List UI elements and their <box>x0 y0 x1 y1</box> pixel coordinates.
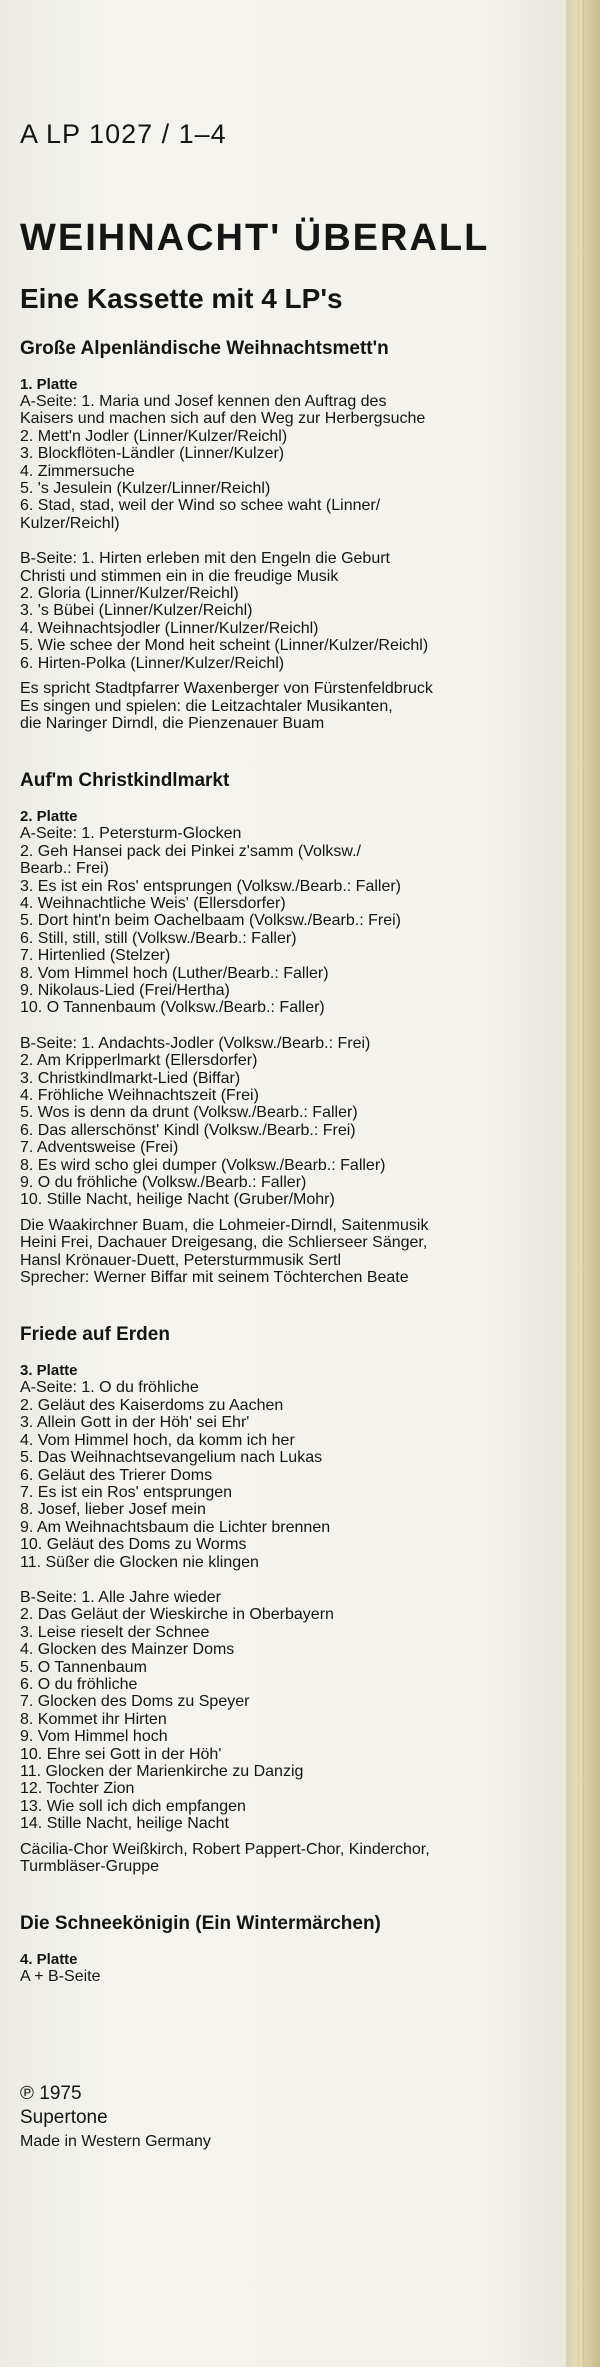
track-line: 10. Geläut des Doms zu Worms <box>20 1536 247 1554</box>
track-line: 6. Hirten-Polka (Linner/Kulzer/Reichl) <box>20 654 285 672</box>
track-line: 5. Wie schee der Mond heit scheint (Linner/Kulzer/Reichl) <box>20 637 429 655</box>
track-line: 2. Gloria (Linner/Kulzer/Reichl) <box>20 585 239 603</box>
track-line: 5. O Tannenbaum <box>20 1658 147 1676</box>
credit-line: Turmbläser-Gruppe <box>20 1858 160 1876</box>
track-line: 8. Es wird scho glei dumper (Volksw./Bearb.: Faller) <box>20 1156 386 1174</box>
track-line: Christi und stimmen ein in die freudige Musik <box>20 567 339 585</box>
track-line: 14. Stille Nacht, heilige Nacht <box>20 1815 229 1833</box>
spacer <box>20 532 560 550</box>
track-line: 11. Glocken der Marienkirche zu Danzig <box>20 1763 304 1780</box>
track-line: 4. Vom Himmel hoch, da komm ich her <box>20 1431 295 1449</box>
track-line: 7. Glocken des Doms zu Speyer <box>20 1693 250 1711</box>
section-heading: Auf'm Christkindlmarkt <box>20 770 230 792</box>
track-line: Kulzer/Reichl) <box>20 514 120 532</box>
track-line: 10. O Tannenbaum (Volksw./Bearb.: Faller) <box>20 999 325 1017</box>
track-line: 8. Kommet ihr Hirten <box>20 1710 167 1728</box>
track-line: 5. Dort hint'n beim Oachelbaam (Volksw./Bearb.: Frei) <box>20 912 401 930</box>
track-line: 12. Tochter Zion <box>20 1780 135 1798</box>
credit-line: Heini Frei, Dachauer Dreigesang, die Schlierseer Sänger, <box>20 1234 428 1252</box>
credit-line: die Naringer Dirndl, die Pienzenauer Buam <box>20 714 325 732</box>
track-line: 9. O du fröhliche (Volksw./Bearb.: Faller) <box>20 1174 307 1192</box>
spacer <box>20 1833 560 1841</box>
track-line: 4. Weihnachtsjodler (Linner/Kulzer/Reichl) <box>20 619 319 637</box>
copyright: ℗ 1975 <box>20 2082 82 2104</box>
track-line: 6. Still, still, still (Volksw./Bearb.: Faller) <box>20 929 297 947</box>
track-line: A-Seite: 1. Maria und Josef kennen den Auftrag des <box>20 393 387 410</box>
track-line: 10. Stille Nacht, heilige Nacht (Gruber/Mohr) <box>20 1191 335 1209</box>
credit-line: Sprecher: Werner Biffar mit seinem Töchterchen Beate <box>20 1269 409 1287</box>
track-line: 3. Leise rieselt der Schnee <box>20 1623 210 1641</box>
track-line: 4. Weihnachtliche Weis' (Ellersdorfer) <box>20 894 286 912</box>
track-line: 10. Ehre sei Gott in der Höh' <box>20 1745 222 1763</box>
catalog-number: A LP 1027 / 1–4 <box>20 119 227 149</box>
platte-label: 4. Platte <box>20 1951 78 1969</box>
section-heading: Friede auf Erden <box>20 1324 170 1346</box>
track-line: 4. Zimmersuche <box>20 462 135 480</box>
track-line: 6. Geläut des Trierer Doms <box>20 1466 213 1484</box>
track-line: 9. Nikolaus-Lied (Frei/Hertha) <box>20 981 230 999</box>
cover-text <box>20 118 560 2154</box>
track-line: 7. Es ist ein Ros' entsprungen <box>20 1483 233 1501</box>
origin-note: Made in Western Germany <box>20 2132 211 2150</box>
track-line: Bearb.: Frei) <box>20 860 109 878</box>
spacer <box>20 1017 560 1035</box>
track-line: A-Seite: 1. O du fröhliche <box>20 1379 199 1397</box>
platte-label: 1. Platte <box>20 376 78 393</box>
album-title: WEIHNACHT' ÜBERALL <box>20 217 490 259</box>
track-line: 8. Vom Himmel hoch (Luther/Bearb.: Faller) <box>20 964 329 982</box>
record-sections <box>20 336 560 1986</box>
record-label: Supertone <box>20 2106 108 2128</box>
track-line: 5. 's Jesulein (Kulzer/Linner/Reichl) <box>20 480 271 498</box>
track-line: 2. Am Kripperlmarkt (Ellersdorfer) <box>20 1052 258 1070</box>
credit-line: Die Waakirchner Buam, die Lohmeier-Dirndl, Saitenmusik <box>20 1216 429 1234</box>
spacer <box>20 1571 560 1589</box>
track-line: 2. Geh Hansei pack dei Pinkei z'samm (Volksw./ <box>20 842 361 860</box>
track-line: 2. Geläut des Kaiserdoms zu Aachen <box>20 1396 284 1414</box>
track-line: B-Seite: 1. Andachts-Jodler (Volksw./Bearb.: Frei) <box>20 1034 371 1052</box>
track-line: 5. Das Weihnachtsevangelium nach Lukas <box>20 1449 323 1467</box>
track-line: 2. Mett'n Jodler (Linner/Kulzer/Reichl) <box>20 427 288 445</box>
credit-line: Es spricht Stadtpfarrer Waxenberger von Fürstenfeldbruck <box>20 680 433 698</box>
track-line: 3. Allein Gott in der Höh' sei Ehr' <box>20 1414 250 1432</box>
track-line: 6. O du fröhliche <box>20 1675 138 1693</box>
track-line: 9. Vom Himmel hoch <box>20 1728 168 1746</box>
track-line: B-Seite: 1. Alle Jahre wieder <box>20 1588 221 1606</box>
track-line: 5. Wos is denn da drunt (Volksw./Bearb.: Faller) <box>20 1104 358 1122</box>
track-line: 7. Adventsweise (Frei) <box>20 1139 179 1157</box>
track-line: Kaisers und machen sich auf den Weg zur Herbergsuche <box>20 410 426 428</box>
track-line: 4. Fröhliche Weihnachtszeit (Frei) <box>20 1087 259 1104</box>
credit-line: Hansl Krönauer-Duett, Petersturmmusik Sertl <box>20 1251 341 1269</box>
track-line: 4. Glocken des Mainzer Doms <box>20 1641 235 1659</box>
album-subtitle: Eine Kassette mit 4 LP's <box>20 283 343 314</box>
track-line: 11. Süßer die Glocken nie klingen <box>20 1553 259 1571</box>
footer <box>20 2082 560 2154</box>
track-line: A + B-Seite <box>20 1968 101 1986</box>
section-heading: Die Schneekönigin (Ein Wintermärchen) <box>20 1913 381 1935</box>
spacer <box>20 1209 560 1217</box>
track-line: 13. Wie soll ich dich empfangen <box>20 1797 246 1815</box>
track-line: 6. Stad, stad, weil der Wind so schee waht (Linner/ <box>20 497 381 515</box>
section-heading: Große Alpenländische Weihnachtsmett'n <box>20 338 389 359</box>
track-line: 3. Es ist ein Ros' entsprungen (Volksw./Bearb.: Faller) <box>20 877 402 895</box>
track-line: B-Seite: 1. Hirten erleben mit den Engeln die Geburt <box>20 550 390 568</box>
track-line: A-Seite: 1. Petersturm-Glocken <box>20 825 242 843</box>
credit-line: Es singen und spielen: die Leitzachtaler Musikanten, <box>20 697 393 715</box>
track-line: 6. Das allerschönst' Kindl (Volksw./Bearb.: Frei) <box>20 1121 356 1139</box>
track-line: 2. Das Geläut der Wieskirche in Oberbayern <box>20 1606 334 1624</box>
platte-label: 3. Platte <box>20 1362 78 1380</box>
track-line: 3. 's Bübei (Linner/Kulzer/Reichl) <box>20 602 253 620</box>
track-line: 3. Blockflöten-Ländler (Linner/Kulzer) <box>20 445 285 463</box>
spine-edge <box>578 0 584 2367</box>
platte-label: 2. Platte <box>20 808 78 826</box>
track-line: 7. Hirtenlied (Stelzer) <box>20 947 171 965</box>
credit-line: Cäcilia-Chor Weißkirch, Robert Pappert-Chor, Kinderchor, <box>20 1840 430 1858</box>
track-line: 9. Am Weihnachtsbaum die Lichter brennen <box>20 1518 331 1536</box>
track-line: 3. Christkindlmarkt-Lied (Biffar) <box>20 1069 241 1087</box>
track-line: 8. Josef, lieber Josef mein <box>20 1501 206 1519</box>
spacer <box>20 672 560 680</box>
